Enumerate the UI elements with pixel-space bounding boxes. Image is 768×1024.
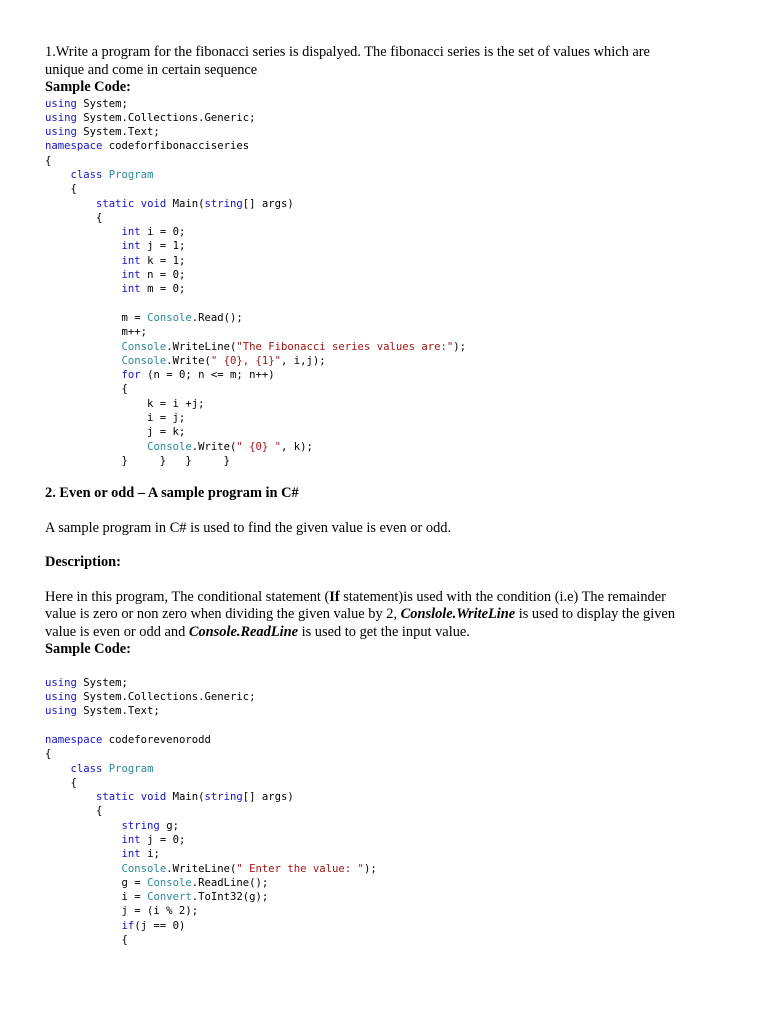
code-token: using xyxy=(45,705,77,718)
code-line xyxy=(45,904,735,918)
section-2-intro: A sample program in C# is used to find the given value is even or odd. xyxy=(45,519,452,536)
code-token: n = 0; xyxy=(140,269,186,282)
code-token: void xyxy=(140,197,167,210)
code-token: { xyxy=(45,748,52,761)
code-token: Program xyxy=(108,168,154,181)
code-line xyxy=(45,382,735,396)
code-line xyxy=(45,225,735,239)
code-token xyxy=(45,169,71,181)
code-token xyxy=(45,369,122,381)
code-line xyxy=(45,876,735,890)
code-token: Main( xyxy=(166,791,205,804)
code-line xyxy=(45,182,735,196)
code-token xyxy=(45,441,147,453)
code-line xyxy=(45,397,735,411)
fibonacci-code-block xyxy=(45,97,735,469)
code-token: k = 1; xyxy=(140,254,186,267)
code-token: string xyxy=(204,197,243,210)
code-line xyxy=(45,411,735,425)
code-line xyxy=(45,297,735,311)
description-readline-term: Console.ReadLine xyxy=(188,623,299,640)
code-token: ); xyxy=(453,340,466,353)
code-line xyxy=(45,690,735,704)
code-token: Console xyxy=(121,354,167,367)
code-token: { xyxy=(45,211,103,224)
code-line xyxy=(45,268,735,282)
code-token: i = j; xyxy=(45,412,186,425)
code-token: using xyxy=(45,111,77,124)
code-token: { xyxy=(45,934,128,947)
code-token xyxy=(45,834,122,846)
code-token: g; xyxy=(159,819,179,832)
code-token xyxy=(45,269,122,281)
code-token: j = 0; xyxy=(140,833,186,846)
intro-line-2: unique and come in certain sequence xyxy=(45,61,258,78)
code-token: System.Text; xyxy=(76,126,160,139)
code-token: .Write( xyxy=(166,354,211,367)
code-token: j = (i % 2); xyxy=(45,905,199,918)
code-line xyxy=(45,776,735,790)
code-token: j = k; xyxy=(45,426,186,439)
description-text: Here in this program, The conditional statement ( xyxy=(45,588,330,605)
code-token: " {0}, {1}" xyxy=(210,354,282,367)
code-token: i = 0; xyxy=(140,226,186,239)
code-token: Convert xyxy=(147,891,192,904)
code-line xyxy=(45,862,735,876)
code-token: .ReadLine(); xyxy=(191,876,269,889)
code-token: (n = 0; n <= m; n++) xyxy=(140,369,275,382)
code-token: Main( xyxy=(166,197,205,210)
code-token xyxy=(45,198,96,210)
code-line xyxy=(45,168,735,182)
code-token: using xyxy=(45,676,77,689)
code-token: Console xyxy=(147,876,192,889)
code-token: Console xyxy=(121,340,167,353)
code-token xyxy=(45,791,96,803)
code-token: int xyxy=(121,283,141,296)
description-text: is used to get the input value. xyxy=(298,623,470,640)
document-page xyxy=(45,44,735,947)
code-line xyxy=(45,197,735,211)
code-token: .ToInt32(g); xyxy=(191,891,269,904)
code-token: System; xyxy=(76,97,128,110)
description-if-keyword: If xyxy=(329,588,340,605)
sample-code-label-2: Sample Code: xyxy=(45,641,131,658)
code-token: if xyxy=(121,919,135,932)
code-token: Console xyxy=(147,311,192,324)
code-line xyxy=(45,154,735,168)
code-token: { xyxy=(45,805,103,818)
description-label: Description: xyxy=(45,554,121,571)
code-line xyxy=(45,254,735,268)
code-token: " Enter the value: " xyxy=(236,862,364,875)
code-token: codeforfibonacciseries xyxy=(102,140,250,153)
code-line xyxy=(45,440,735,454)
code-line xyxy=(45,919,735,933)
code-token: using xyxy=(45,97,77,110)
code-token: k = i +j; xyxy=(45,397,205,410)
code-line xyxy=(45,454,735,468)
code-token: m = 0; xyxy=(140,283,186,296)
code-token xyxy=(45,226,122,238)
code-line xyxy=(45,282,735,296)
code-token xyxy=(45,240,122,252)
code-line xyxy=(45,790,735,804)
code-line xyxy=(45,676,735,690)
description-writeline-term: Conslole.WriteLine xyxy=(400,606,516,623)
code-line xyxy=(45,239,735,253)
code-token: i; xyxy=(140,848,160,861)
code-line xyxy=(45,704,735,718)
code-line xyxy=(45,139,735,153)
code-token: m = xyxy=(45,311,148,324)
code-line xyxy=(45,719,735,733)
code-token: { xyxy=(45,154,52,167)
code-token: System.Collections.Generic; xyxy=(76,111,256,124)
code-token: { xyxy=(45,183,77,196)
code-line xyxy=(45,311,735,325)
code-token xyxy=(45,255,122,267)
code-token: [] args) xyxy=(242,197,294,210)
code-token: i = xyxy=(45,891,148,904)
code-token: using xyxy=(45,691,77,704)
code-token: j = 1; xyxy=(140,240,186,253)
code-token: System; xyxy=(76,676,128,689)
description-text: value is zero or non zero when dividing the given value by 2, xyxy=(45,606,401,623)
code-line xyxy=(45,340,735,354)
code-token: void xyxy=(140,791,167,804)
section-2-title: 2. Even or odd – A sample program in C# xyxy=(45,485,299,502)
code-token: namespace xyxy=(45,733,103,746)
code-token: int xyxy=(121,848,141,861)
code-token xyxy=(45,355,122,367)
code-line xyxy=(45,97,735,111)
description-text: value is even or odd and xyxy=(45,623,189,640)
code-token: } } } } xyxy=(45,454,230,467)
code-token: Console xyxy=(121,862,167,875)
code-token: Program xyxy=(108,762,154,775)
code-token: using xyxy=(45,126,77,139)
code-line xyxy=(45,211,735,225)
code-token: (j == 0) xyxy=(134,919,186,932)
code-token: class xyxy=(70,762,103,775)
code-token: .WriteLine( xyxy=(166,340,237,353)
code-token xyxy=(45,920,122,932)
code-line xyxy=(45,325,735,339)
code-line xyxy=(45,354,735,368)
code-token xyxy=(45,341,122,353)
intro-line-1: 1.Write a program for the fibonacci series is dispalyed. The fibonacci series is the set of values which are xyxy=(45,44,650,60)
code-token: int xyxy=(121,254,141,267)
code-token: int xyxy=(121,226,141,239)
code-token: string xyxy=(121,819,160,832)
code-line xyxy=(45,125,735,139)
code-token: System.Collections.Generic; xyxy=(76,691,256,704)
code-token xyxy=(45,820,122,832)
code-token: .WriteLine( xyxy=(166,862,237,875)
code-line xyxy=(45,425,735,439)
code-line xyxy=(45,804,735,818)
code-line xyxy=(45,833,735,847)
code-line xyxy=(45,933,735,947)
sample-code-label: Sample Code: xyxy=(45,79,131,95)
code-token: , i,j); xyxy=(281,354,326,367)
code-line xyxy=(45,733,735,747)
code-line xyxy=(45,890,735,904)
code-token: " {0} " xyxy=(236,440,282,453)
code-token: System.Text; xyxy=(76,705,160,718)
code-token: Console xyxy=(147,440,192,453)
code-token: string xyxy=(204,791,243,804)
code-token xyxy=(45,863,122,875)
code-token: .Read(); xyxy=(191,311,243,324)
code-line xyxy=(45,747,735,761)
code-token: { xyxy=(45,383,128,396)
code-token: static xyxy=(96,197,135,210)
code-token: g = xyxy=(45,876,148,889)
code-token: m++; xyxy=(45,326,148,339)
code-token: .Write( xyxy=(191,440,237,453)
code-line xyxy=(45,111,735,125)
code-token: { xyxy=(45,776,77,789)
code-line xyxy=(45,762,735,776)
code-token: "The Fibonacci series values are:" xyxy=(236,340,454,353)
code-token: for xyxy=(121,369,141,382)
code-token: int xyxy=(121,269,141,282)
code-line xyxy=(45,819,735,833)
description-text: is used to display the given xyxy=(515,606,676,623)
code-token: namespace xyxy=(45,140,103,153)
description-text: statement)is used with the condition (i.e) The remainder xyxy=(339,588,666,605)
code-token xyxy=(45,848,122,860)
code-token xyxy=(45,763,71,775)
description-paragraph xyxy=(45,589,735,642)
code-line xyxy=(45,368,735,382)
code-token: class xyxy=(70,168,103,181)
code-token xyxy=(45,283,122,295)
code-token: ); xyxy=(363,862,377,875)
code-token: [] args) xyxy=(242,791,294,804)
code-token: int xyxy=(121,833,141,846)
even-odd-code-block xyxy=(45,676,735,948)
code-token: static xyxy=(96,791,135,804)
code-token: , k); xyxy=(281,440,313,453)
code-token: int xyxy=(121,240,141,253)
code-token: codeforevenorodd xyxy=(102,733,211,746)
code-line xyxy=(45,847,735,861)
